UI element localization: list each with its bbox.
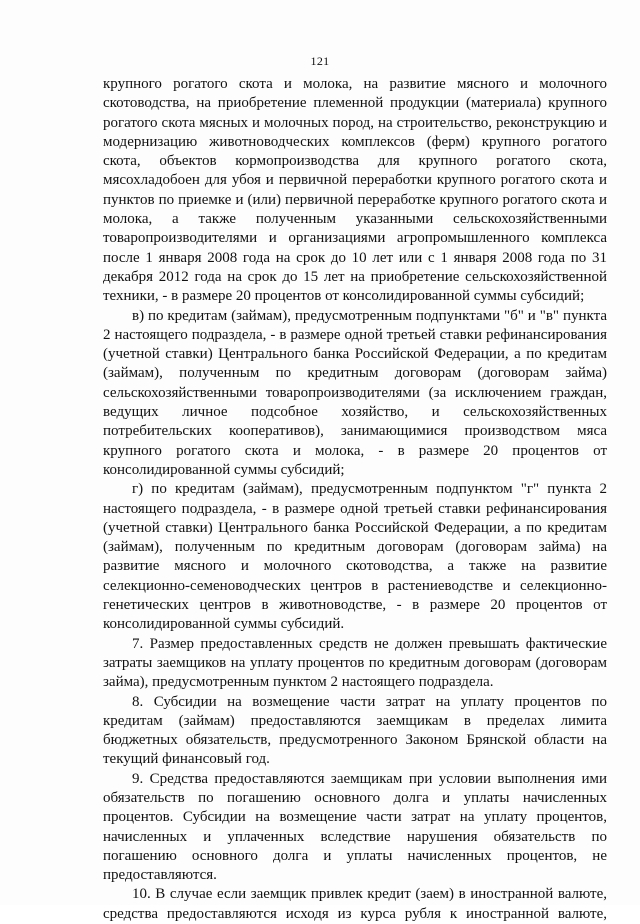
document-body (103, 75, 607, 924)
paragraph-item-7: 7. Размер предоставленных средств не должен превышать фактические затраты заемщиков на уплату процентов по кредитным договорам (договорам займа), предусмотренным пунктом 2 настоящего подраздела. (103, 635, 607, 691)
paragraph-continuation: крупного рогатого скота и молока, на развитие мясного и молочного скотоводства, на приобретение племенной продукции (материала) крупного рогатого скота мясных и молочных пород, на строительство, реконструкцию и модернизацию животноводческих комплексов (ферм) крупного рогатого скота, объектов кормопроизводства для крупного рогатого скота, мясохладобоен для убоя и первичной переработки крупного рогатого скота и пунктов по приемке и (или) первичной переработке крупного рогатого скота и молока, а также полученным указанными сельскохозяйственными товаропроизводителями и организациями агропромышленного комплекса после 1 января 2008 года на срок до 10 лет или с 1 января 2008 года по 31 декабря 2012 года на срок до 15 лет на приобретение сельскохозяйственной техники, - в размере 20 процентов от консолидированной суммы субсидий; (103, 76, 607, 305)
paragraph-item-10: 10. В случае если заемщик привлек кредит (заем) в иностранной валюте, средства предоставляются исходя из курса рубля к иностранной валюте, (103, 886, 607, 922)
paragraph-subitem-v: в) по кредитам (займам), предусмотренным подпунктами "б" и "в" пункта 2 настоящего подраздела, - в размере одной третьей ставки рефинансирования (учетной ставки) Центрального банка Российской Федерации, а по кредитам (займам), полученным по кредитным договорам (договорам займа) сельскохозяйственными товаропроизводителями (за исключением граждан, ведущих личное подсобное хозяйство, и сельскохозяйственных потребительских кооперативов), занимающимися производством мяса крупного рогатого скота и молока, - в размере 20 процентов от консолидированной суммы субсидий; (103, 307, 607, 478)
paragraph-subitem-g: г) по кредитам (займам), предусмотренным подпунктом "г" пункта 2 настоящего подраздела, - в размере одной третьей ставки рефинансирования (учетной ставки) Центрального банка Российской Федерации, а по кредитам (займам), полученным по кредитным договорам (договорам займа) на развитие мясного и молочного скотоводства, а также на развитие селекционно-семеноводческих центров в растениеводстве и селекционно-генетических центров в животноводстве, - в размере 20 процентов от консолидированной суммы субсидий. (103, 481, 607, 633)
paragraph-item-9: 9. Средства предоставляются заемщикам при условии выполнения ими обязательств по погашению основного долга и уплаты начисленных процентов. Субсидии на возмещение части затрат на уплату процентов, начисленных и уплаченных вследствие нарушения обязательств по погашению основного долга и уплаты начисленных процентов, не предоставляются. (103, 770, 607, 884)
paragraph-item-8: 8. Субсидии на возмещение части затрат на уплату процентов по кредитам (займам) предоставляются заемщикам в пределах лимита бюджетных обязательств, предусмотренного Законом Брянской области на текущий финансовый год. (103, 693, 607, 768)
page-number: 121 (310, 54, 330, 68)
